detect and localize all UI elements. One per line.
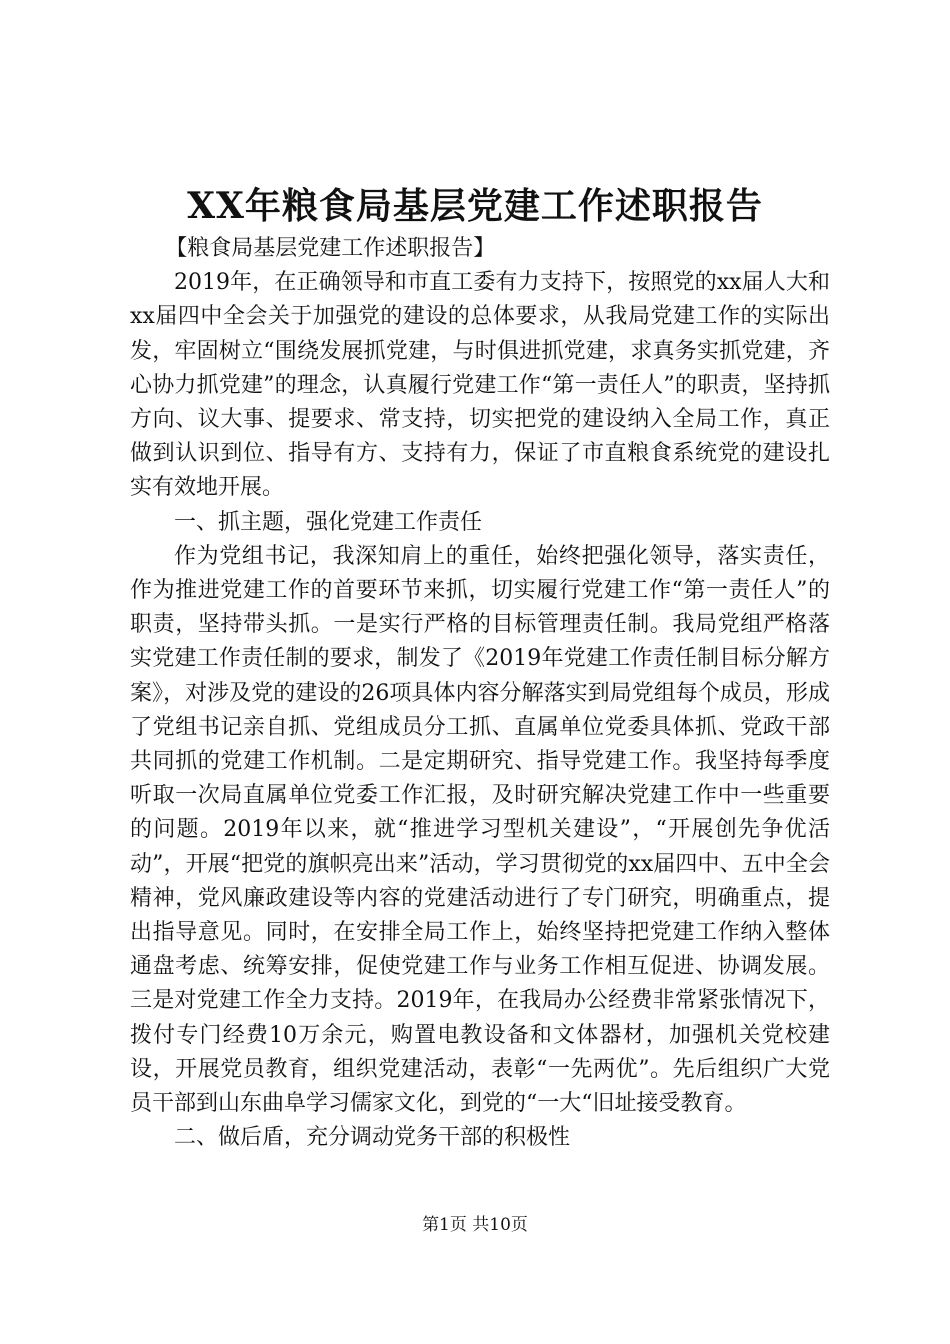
- document-body: [130, 232, 830, 1155]
- document-title: XX年粮食局基层党建工作述职报告: [187, 185, 763, 227]
- section-heading-1: 一、抓主题，强化党建工作责任: [174, 509, 483, 535]
- section-heading-2: 二、做后盾，充分调动党务干部的积极性: [174, 1125, 571, 1151]
- paragraph-intro: 2019年，在正确领导和市直工委有力支持下，按照党的xx届人大和xx届四中全会关于加强党的建设的总体要求，从我局党建工作的实际出发，牢固树立“围绕发展抓党建，与时俱进抓党建，求真务实抓党建，齐心协力抓党建”的理念，认真履行党建工作“第一责任人”的职责，坚持抓方向、议大事、提要求、常支持，切实把党的建设纳入全局工作，真正做到认识到位、指导有方、支持有力，保证了市直粮食系统党的建设扎实有效地开展。: [130, 270, 830, 501]
- document-subtitle: 【粮食局基层党建工作述职报告】: [165, 236, 496, 261]
- paragraph-section-1: 作为党组书记，我深知肩上的重任，始终把强化领导，落实责任，作为推进党建工作的首要环节来抓，切实履行党建工作“第一责任人”的职责，坚持带头抓。一是实行严格的目标管理责任制。我局党组严格落实党建工作责任制的要求，制发了《2019年党建工作责任制目标分解方案》，对涉及党的建设的26项具体内容分解落实到局党组每个成员，形成了党组书记亲自抓、党组成员分工抓、直属单位党委具体抓、党政干部共同抓的党建工作机制。二是定期研究、指导党建工作。我坚持每季度听取一次局直属单位党委工作汇报，及时研究解决党建工作中一些重要的问题。2019年以来，就“推进学习型机关建设”，“开展创先争优活动”，开展“把党的旗帜亮出来”活动，学习贯彻党的xx届四中、五中全会精神，党风廉政建设等内容的党建活动进行了专门研究，明确重点，提出指导意见。同时，在安排全局工作上，始终坚持把党建工作纳入整体通盘考虑、统筹安排，促使党建工作与业务工作相互促进、协调发展。三是对党建工作全力支持。2019年，在我局办公经费非常紧张情况下，拨付专门经费10万余元，购置电教设备和文体器材，加强机关党校建设，开展党员教育，组织党建活动，表彰“一先两优”。先后组织广大党员干部到山东曲阜学习儒家文化，到党的“一大“旧址接受教育。: [130, 543, 830, 1117]
- page-number-footer: 第1页 共10页: [422, 1215, 528, 1235]
